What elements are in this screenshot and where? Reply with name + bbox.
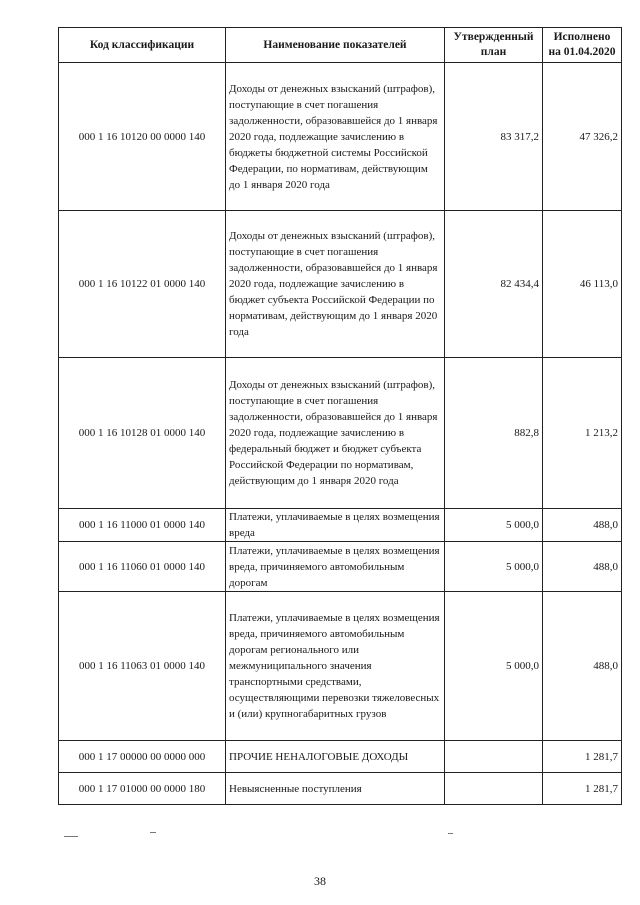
row-plan [445,741,543,773]
row-plan [445,773,543,805]
row-done: 488,0 [543,542,622,592]
row-done: 488,0 [543,509,622,542]
row-name: Доходы от денежных взысканий (штрафов), поступающие в счет погашения задолженности, образовавшейся до 1 января 2020 года, подлежащие зачислению в федеральный бюджет и бюджет субъекта Российской Федерации по нормативам, действующим до 1 января 2020 года [226,358,445,509]
row-name: Платежи, уплачиваемые в целях возмещения вреда [226,509,445,542]
row-code: 000 1 16 11000 01 0000 140 [59,509,226,542]
header-done: Исполнено на 01.04.2020 [543,28,622,63]
row-name: Невыясненные поступления [226,773,445,805]
table-row [59,773,622,805]
table-row [59,542,622,592]
table-row [59,358,622,509]
scan-artifact [448,833,453,834]
row-plan: 882,8 [445,358,543,509]
row-done: 1 281,7 [543,741,622,773]
table-row [59,592,622,741]
row-name: Доходы от денежных взысканий (штрафов), поступающие в счет погашения задолженности, образовавшейся до 1 января 2020 года, подлежащие зачислению в бюджет субъекта Российской Федерации по нормативам, действующим до 1 января 2020 года [226,211,445,358]
row-code: 000 1 16 10120 00 0000 140 [59,63,226,211]
row-plan: 83 317,2 [445,63,543,211]
row-name: Доходы от денежных взысканий (штрафов), поступающие в счет погашения задолженности, образовавшейся до 1 января 2020 года, подлежащие зачислению в бюджеты бюджетной системы Российской Федерации, по нормативам, действующим до 1 января 2020 года [226,63,445,211]
row-code: 000 1 16 11060 01 0000 140 [59,542,226,592]
row-plan: 5 000,0 [445,542,543,592]
row-name: Платежи, уплачиваемые в целях возмещения вреда, причиняемого автомобильным дорогам регионального или межмуниципального значения транспортными средствами, осуществляющими перевозки тяжеловесных и (или) крупногабаритных грузов [226,592,445,741]
row-done: 488,0 [543,592,622,741]
row-name: ПРОЧИЕ НЕНАЛОГОВЫЕ ДОХОДЫ [226,741,445,773]
scan-artifact [64,836,78,837]
header-name: Наименование показателей [226,28,445,63]
table-row [59,211,622,358]
table-row [59,63,622,211]
row-name: Платежи, уплачиваемые в целях возмещения вреда, причиняемого автомобильным дорогам [226,542,445,592]
table-header-row [59,28,622,63]
row-code: 000 1 17 01000 00 0000 180 [59,773,226,805]
header-code: Код классификации [59,28,226,63]
scan-artifact [150,832,156,833]
row-plan: 5 000,0 [445,592,543,741]
table-row [59,741,622,773]
row-code: 000 1 16 10128 01 0000 140 [59,358,226,509]
row-plan: 82 434,4 [445,211,543,358]
row-plan: 5 000,0 [445,509,543,542]
row-done: 1 281,7 [543,773,622,805]
row-code: 000 1 17 00000 00 0000 000 [59,741,226,773]
row-done: 46 113,0 [543,211,622,358]
header-plan: Утвержденный план [445,28,543,63]
row-done: 1 213,2 [543,358,622,509]
row-code: 000 1 16 10122 01 0000 140 [59,211,226,358]
row-code: 000 1 16 11063 01 0000 140 [59,592,226,741]
page-number: 38 [314,874,326,888]
table-row [59,509,622,542]
budget-table [58,27,622,805]
row-done: 47 326,2 [543,63,622,211]
